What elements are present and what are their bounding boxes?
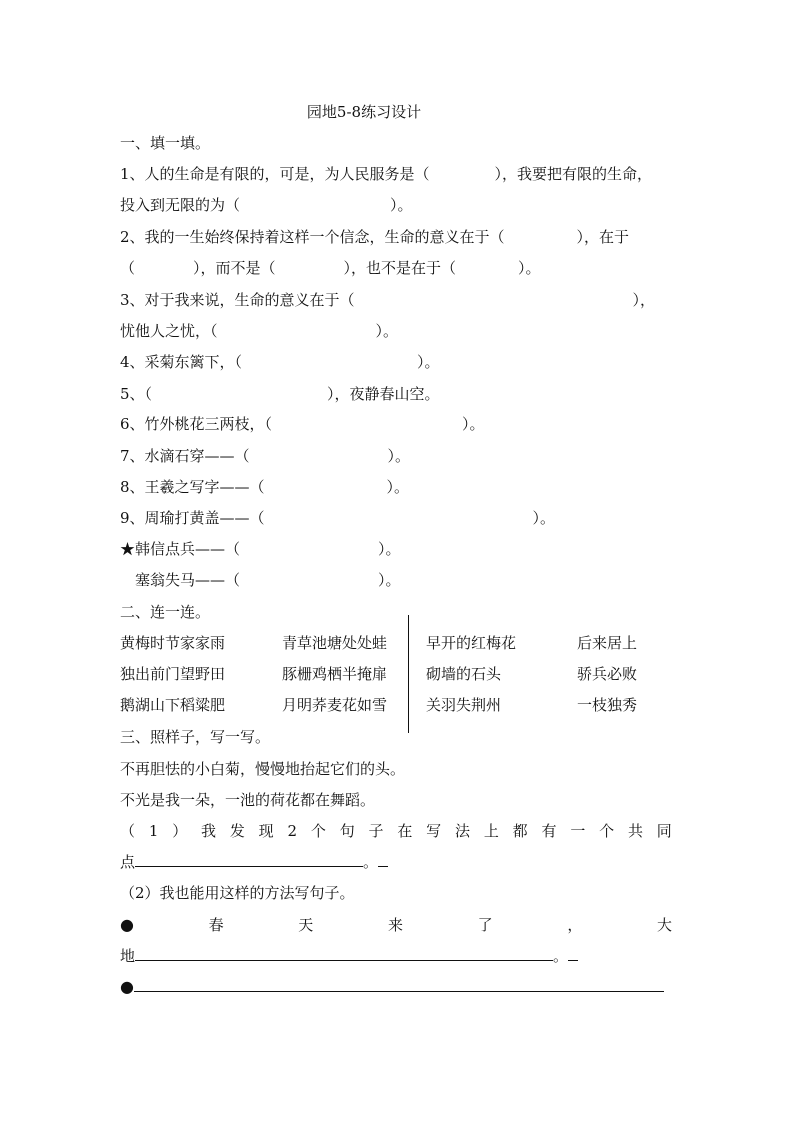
- question-7-text-b: ）。: [387, 447, 411, 465]
- prompt-char: 2: [287, 822, 298, 840]
- question-7-text-a: 7、水滴石穿——（: [120, 447, 250, 465]
- question-1-text-c: 投入到无限的为（: [120, 196, 241, 214]
- question-6-text-b: ）。: [462, 415, 485, 433]
- prompt-1-continuation: 点: [120, 853, 136, 871]
- match-item[interactable]: 早开的红梅花: [426, 634, 517, 652]
- prompt-char: ）: [172, 822, 188, 840]
- answer-underline-tail: [568, 946, 578, 961]
- question-6-text-a: 6、竹外桃花三两枝，（: [120, 415, 273, 433]
- match-item[interactable]: 骄兵必败: [577, 665, 638, 683]
- question-5-text-b: ），夜静春山空。: [327, 385, 440, 403]
- prompt-char: 现: [258, 822, 274, 840]
- question-6: [120, 414, 485, 434]
- sentence-char: 春: [208, 916, 224, 934]
- section2-heading: 二、连一连。: [120, 603, 211, 621]
- question-2-text-c: （: [120, 259, 136, 277]
- match-item[interactable]: 月明荞麦花如雪: [282, 696, 388, 714]
- sentence-char: 大: [656, 916, 672, 934]
- question-3-text-b: ），: [632, 291, 656, 309]
- match-item[interactable]: 一枝独秀: [577, 696, 638, 714]
- bullet-sentence-2: [120, 977, 664, 997]
- question-8-text-a: 8、王羲之写字——（: [120, 478, 265, 496]
- answer-underline[interactable]: [134, 977, 664, 992]
- match-item[interactable]: 青草池塘处处蛙: [282, 634, 388, 652]
- prompt-char: 共: [627, 822, 643, 840]
- sentence-1-continuation: 地: [120, 947, 136, 965]
- prompt-char: （: [120, 822, 136, 840]
- question-star: [120, 539, 401, 559]
- question-9: [120, 508, 555, 528]
- section1-heading: 一、填一填。: [120, 134, 211, 152]
- prompt-char: 个: [310, 822, 326, 840]
- example-sentence-2: 不光是我一朵，一池的荷花都在舞蹈。: [120, 791, 376, 809]
- answer-underline-tail: [378, 852, 388, 867]
- period-mark: 。: [553, 947, 569, 965]
- question-star-text-b: ）。: [378, 540, 401, 558]
- question-star-2: [135, 570, 401, 590]
- match-item[interactable]: 黄梅时节家家雨: [120, 634, 226, 652]
- prompt-char: 发: [229, 822, 245, 840]
- question-3-text-a: 3、对于我来说，生命的意义在于（: [120, 291, 355, 309]
- question-2-line2: [120, 258, 541, 278]
- question-4: [120, 352, 440, 372]
- sentence-char: ，: [567, 916, 583, 934]
- question-star-text-a: ★韩信点兵——（: [120, 540, 241, 558]
- prompt-char: 一: [570, 822, 586, 840]
- prompt-1-answer-line: [120, 852, 388, 872]
- question-2-text-a: 2、我的一生始终保持着这样一个信念，生命的意义在于（: [120, 228, 505, 246]
- question-4-text-a: 4、采菊东篱下，（: [120, 353, 243, 371]
- sentence-char: 天: [298, 916, 314, 934]
- question-3-line2: [120, 321, 398, 341]
- match-item[interactable]: 砌墙的石头: [426, 665, 502, 683]
- prompt-char: 我: [201, 822, 217, 840]
- prompt-2: （2）我也能用这样的方法写句子。: [120, 884, 355, 902]
- prompt-char: 1: [148, 822, 159, 840]
- sentence-char: 了: [477, 916, 493, 934]
- prompt-char: 同: [656, 822, 672, 840]
- column-divider: [408, 615, 409, 733]
- question-5-text-a: 5、（: [120, 385, 153, 403]
- question-3-text-c: 忧他人之忧，（: [120, 322, 218, 340]
- page-title: 园地5-8练习设计: [306, 103, 422, 121]
- match-item[interactable]: 后来居上: [577, 634, 638, 652]
- match-item[interactable]: 豚栅鸡栖半掩扉: [282, 665, 388, 683]
- question-2-line1: [120, 227, 629, 247]
- prompt-char: 个: [599, 822, 615, 840]
- example-sentence-1: 不再胆怯的小白菊，慢慢地抬起它们的头。: [120, 760, 406, 778]
- question-3-line1: [120, 290, 655, 310]
- prompt-char: 上: [483, 822, 499, 840]
- bullet-sentence-1: [120, 915, 672, 935]
- question-1-text-a: 1、人的生命是有限的，可是，为人民服务是（: [120, 165, 430, 183]
- match-item[interactable]: 鹅湖山下稻粱肥: [120, 696, 226, 714]
- answer-underline[interactable]: [135, 852, 363, 867]
- question-2-text-e: ），也不是在于（: [343, 259, 457, 277]
- answer-underline[interactable]: [135, 946, 553, 961]
- prompt-char: 法: [455, 822, 471, 840]
- match-item[interactable]: 独出前门望野田: [120, 665, 226, 683]
- question-8: [120, 477, 409, 497]
- match-item[interactable]: 关羽失荆州: [426, 696, 502, 714]
- question-star-2-text-a: 塞翁失马——（: [135, 571, 241, 589]
- question-2-text-f: ）。: [518, 259, 541, 277]
- question-3-text-d: ）。: [375, 322, 399, 340]
- prompt-1-line: [120, 821, 672, 841]
- question-1-line2: [120, 195, 413, 215]
- question-4-text-b: ）。: [417, 353, 440, 371]
- question-2-text-b: ），在于: [576, 228, 630, 246]
- prompt-char: 子: [368, 822, 384, 840]
- question-1-text-d: ）。: [390, 196, 413, 214]
- bullet-sentence-1-answer-line: [120, 946, 578, 966]
- question-5: [120, 384, 440, 404]
- prompt-char: 写: [426, 822, 442, 840]
- question-8-text-b: ）。: [386, 478, 410, 496]
- bullet-icon: ●: [120, 977, 134, 996]
- question-9-text-a: 9、周瑜打黄盖——（: [120, 509, 265, 527]
- question-9-text-b: ）。: [532, 509, 556, 527]
- question-2-text-d: ），而不是（: [193, 259, 276, 277]
- bullet-icon: ●: [120, 915, 134, 934]
- prompt-char: 有: [541, 822, 557, 840]
- period-mark: 。: [363, 853, 379, 871]
- sentence-char: 来: [387, 916, 403, 934]
- question-7: [120, 446, 410, 466]
- question-1-line1: [120, 164, 652, 184]
- question-star-2-text-b: ）。: [378, 571, 401, 589]
- prompt-char: 句: [339, 822, 355, 840]
- prompt-char: 在: [397, 822, 413, 840]
- section3-heading: 三、照样子，写一写。: [120, 728, 271, 746]
- prompt-char: 都: [512, 822, 528, 840]
- question-1-text-b: ），我要把有限的生命，: [494, 165, 653, 183]
